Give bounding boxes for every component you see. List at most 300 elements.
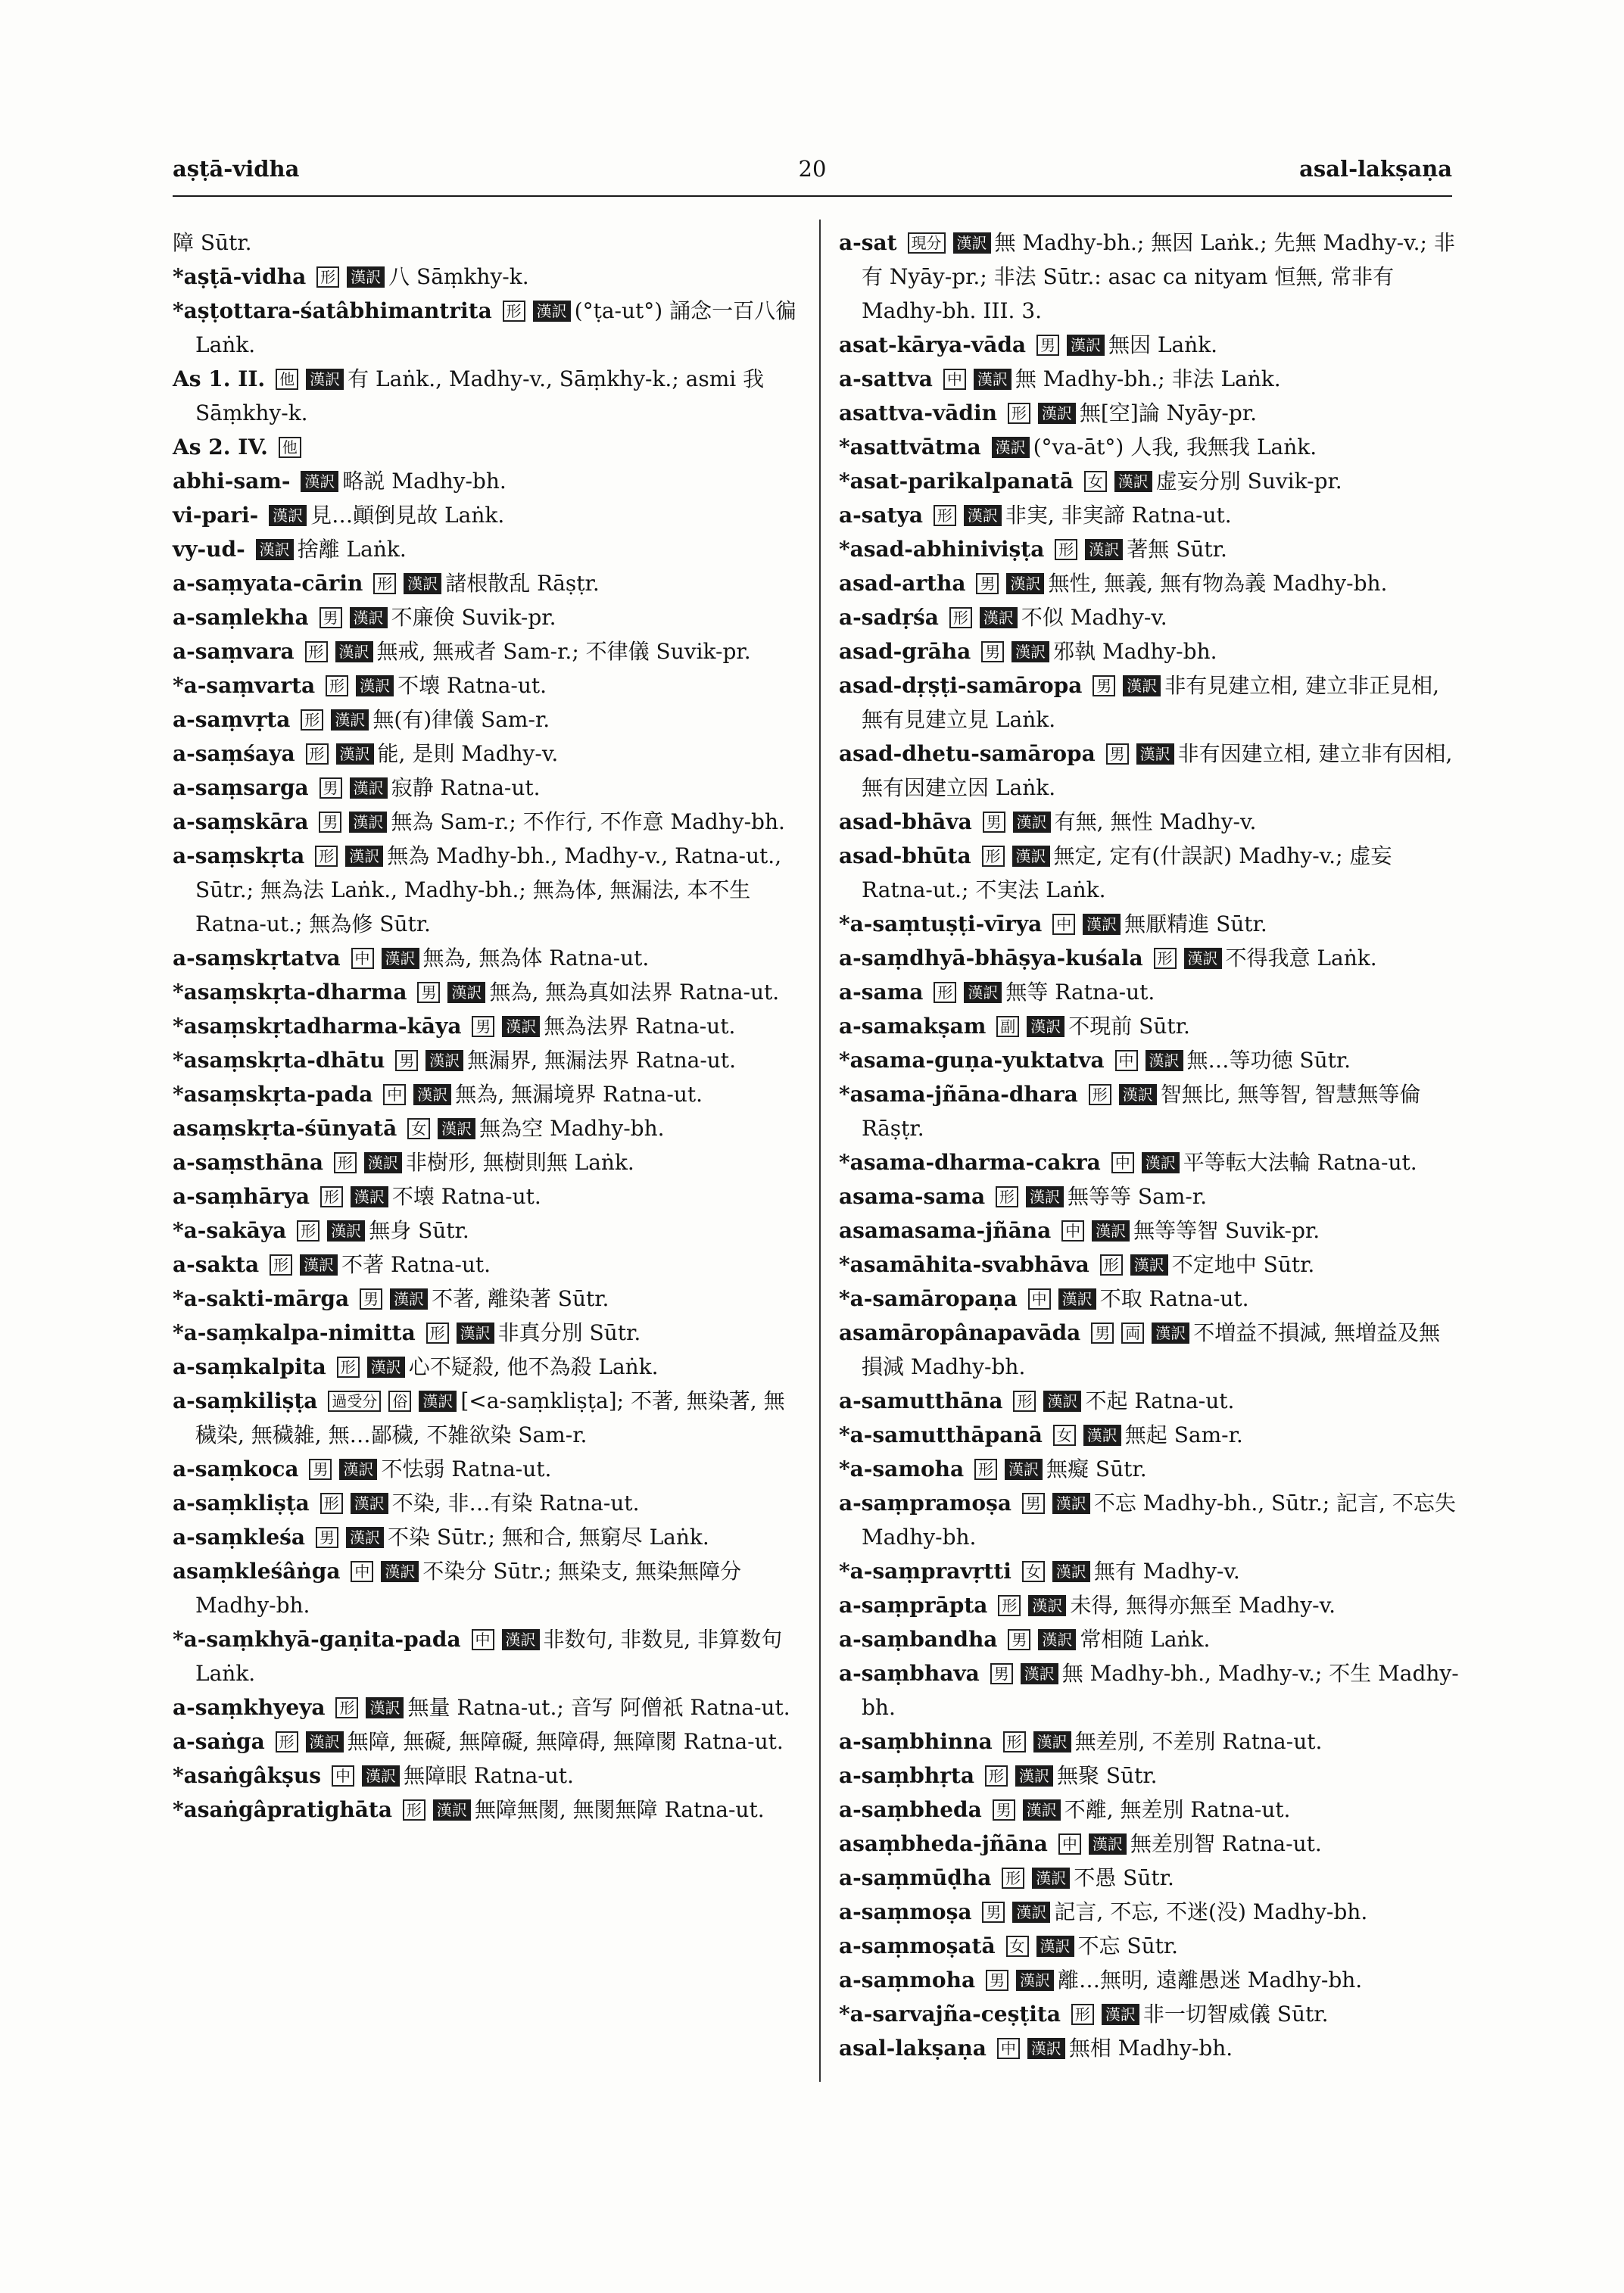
entry-definition: 非数句, 非数見, 非算数句 Laṅk. (195, 1627, 783, 1686)
entry-definition: 無為, 無為体 Ratna-ut. (422, 946, 650, 970)
chinese-translation-label: 漢訳 (346, 1527, 384, 1548)
dictionary-entry (839, 430, 1460, 464)
grammar-tag: 形 (373, 573, 396, 594)
entry-definition: 八 Sāṃkhy-k. (388, 264, 529, 289)
entry-headword: a-saṃbheda (839, 1797, 982, 1822)
grammar-tag: 女 (1053, 1425, 1076, 1446)
grammar-tag: 中 (1058, 1833, 1081, 1855)
entry-definition: 無 Madhy-bh.; 非法 Laṅk. (1015, 366, 1281, 391)
entry-definition: 非一切智威儀 Sūtr. (1142, 2002, 1329, 2027)
chinese-translation-label: 漢訳 (1021, 1663, 1058, 1684)
entry-headword: a-saṃlekha (173, 605, 309, 630)
entry-definition: 無漏界, 無漏法界 Ratna-ut. (467, 1048, 736, 1073)
dictionary-entry (173, 771, 801, 805)
grammar-tag: 形 (1002, 1868, 1024, 1889)
grammar-tag: 形 (316, 266, 339, 288)
chinese-translation-label: 漢訳 (1015, 1765, 1053, 1787)
entry-definition: 無相 Madhy-bh. (1068, 2036, 1233, 2061)
dictionary-entry (173, 532, 801, 566)
grammar-tag: 形 (1100, 1254, 1123, 1276)
dictionary-entry (173, 1316, 801, 1350)
entry-definition: 無(有)律儀 Sam-r. (372, 707, 550, 732)
dictionary-entry (173, 703, 801, 737)
entry-definition: 非樹形, 無樹則無 Laṅk. (405, 1150, 634, 1175)
entry-definition: 障 Sūtr. (173, 230, 252, 255)
column-divider (819, 220, 821, 2082)
chinese-translation-label: 漢訳 (1130, 1254, 1168, 1276)
chinese-translation-label: 漢訳 (438, 1118, 475, 1139)
grammar-tag: 男 (986, 1970, 1008, 1991)
entry-definition: 無定, 定有(什誤訳) Madhy-v.; 虚妄 Ratna-ut.; 不実法 Laṅk. (862, 843, 1392, 902)
chinese-translation-label: 漢訳 (1146, 1050, 1183, 1071)
chinese-translation-label: 漢訳 (1142, 1152, 1180, 1173)
entry-headword: a-saṃpramoṣa (839, 1491, 1011, 1516)
grammar-tag: 形 (949, 607, 972, 628)
dictionary-entry (839, 634, 1460, 668)
entry-headword: vi-pari- (173, 503, 259, 528)
entry-headword: *a-sarvajña-ceṣṭita (839, 2002, 1061, 2027)
entry-headword: a-saṃkleśa (173, 1525, 306, 1550)
chinese-translation-label: 漢訳 (413, 1084, 451, 1105)
entry-definition: 無差別, 不差別 Ratna-ut. (1074, 1729, 1323, 1754)
chinese-translation-label: 漢訳 (1052, 1561, 1090, 1582)
grammar-tag: 形 (934, 505, 956, 526)
dictionary-entry (173, 1384, 801, 1452)
dictionary-entry (839, 1213, 1460, 1248)
entry-headword: a-samakṣam (839, 1014, 987, 1039)
entry-headword: a-saṃsthāna (173, 1150, 323, 1175)
left-column (173, 226, 801, 1827)
chinese-translation-label: 漢訳 (1083, 1425, 1121, 1446)
grammar-tag: 中 (1052, 914, 1075, 935)
entry-definition: 不壊 Ratna-ut. (397, 673, 547, 698)
chinese-translation-label: 漢訳 (351, 1493, 388, 1514)
grammar-tag: 形 (305, 641, 328, 662)
entry-definition: 不怯弱 Ratna-ut. (381, 1456, 552, 1481)
dictionary-entry (173, 600, 801, 634)
dictionary-entry (173, 464, 801, 498)
entry-definition: 不染, 非…有染 Ratna-ut. (391, 1491, 640, 1516)
chinese-translation-label: 漢訳 (364, 1152, 402, 1173)
chinese-translation-label: 漢訳 (1092, 1220, 1130, 1242)
dictionary-entry (173, 737, 801, 771)
entry-headword: asat-kārya-vāda (839, 332, 1027, 357)
grammar-tag: 中 (1111, 1152, 1134, 1173)
chinese-translation-label: 漢訳 (1033, 1731, 1071, 1752)
entry-definition: 無等等智 Suvik-pr. (1133, 1218, 1320, 1243)
dictionary-entry (839, 1656, 1460, 1724)
grammar-tag: 中 (351, 948, 374, 969)
dictionary-entry (839, 1179, 1460, 1213)
entry-headword: a-saṃvara (173, 639, 295, 664)
entry-headword: *a-saṃkhyā-gaṇita-pada (173, 1627, 461, 1652)
entry-headword: a-saṃvṛta (173, 707, 291, 732)
dictionary-entry (839, 907, 1460, 941)
chinese-translation-label: 漢訳 (269, 505, 307, 526)
entry-headword: a-saṃśaya (173, 741, 295, 766)
entry-headword: *asaṅgâkṣus (173, 1763, 322, 1788)
entry-headword: a-saṃmoṣatā (839, 1933, 996, 1958)
entry-definition: 不定地中 Sūtr. (1171, 1252, 1315, 1277)
grammar-tag: 男 (360, 1288, 382, 1310)
header-left-guideword: aṣṭā-vidha (173, 156, 300, 182)
entry-definition: 不著 Ratna-ut. (341, 1252, 491, 1277)
chinese-translation-label: 漢訳 (1067, 335, 1105, 356)
entry-headword: a-sama (839, 980, 924, 1005)
header-right-guideword: asal-lakṣaṇa (1299, 156, 1452, 182)
chinese-translation-label: 漢訳 (349, 812, 387, 833)
chinese-translation-label: 漢訳 (256, 539, 294, 560)
grammar-tag: 他 (276, 369, 298, 390)
dictionary-entry (839, 839, 1460, 907)
entry-definition: 不著, 離染著 Sūtr. (432, 1286, 609, 1311)
grammar-tag: 中 (943, 369, 966, 390)
entry-definition: 無性, 無義, 無有物為義 Madhy-bh. (1048, 571, 1388, 596)
grammar-tag: 女 (1006, 1936, 1029, 1957)
grammar-tag: 男 (1093, 675, 1115, 696)
entry-definition: 不廉倹 Suvik-pr. (391, 605, 556, 630)
dictionary-entry (173, 294, 801, 362)
grammar-tag: 男 (316, 1527, 338, 1548)
entry-headword: *asaṅgâpratighāta (173, 1797, 392, 1822)
chinese-translation-label: 漢訳 (327, 1220, 365, 1242)
chinese-translation-label: 漢訳 (350, 607, 388, 628)
entry-headword: a-saṃprāpta (839, 1593, 988, 1618)
grammar-tag: 男 (472, 1016, 494, 1037)
dictionary-entry (839, 532, 1460, 566)
entry-headword: *a-saṃtuṣṭi-vīrya (839, 911, 1043, 936)
grammar-tag: 副 (996, 1016, 1019, 1037)
entry-headword: *aṣṭottara-śatâbhimantrita (173, 298, 492, 323)
grammar-tag: 男 (1036, 335, 1059, 356)
grammar-tag: 形 (320, 1493, 343, 1514)
grammar-tag: 形 (998, 1595, 1021, 1616)
grammar-tag: 形 (1013, 1391, 1036, 1412)
dictionary-entry (839, 1043, 1460, 1077)
grammar-tag: 形 (335, 1697, 358, 1718)
dictionary-entry (839, 1554, 1460, 1588)
entry-headword: asamāropânapavāda (839, 1320, 1081, 1345)
header-rule (173, 195, 1452, 197)
entry-definition: 無為, 無為真如法界 Ratna-ut. (489, 980, 780, 1005)
entry-headword: a-sattva (839, 366, 933, 391)
chinese-translation-label: 漢訳 (356, 675, 394, 696)
chinese-translation-label: 漢訳 (457, 1323, 494, 1344)
dictionary-entry (839, 1248, 1460, 1282)
grammar-tag: 男 (1106, 743, 1129, 765)
entry-headword: *asad-abhiniviṣṭa (839, 537, 1045, 562)
dictionary-entry (173, 805, 801, 839)
chinese-translation-label: 漢訳 (425, 1050, 463, 1071)
dictionary-entry (839, 1724, 1460, 1759)
dictionary-entry (839, 668, 1460, 737)
dictionary-entry (173, 1520, 801, 1554)
chinese-translation-label: 漢訳 (533, 301, 571, 322)
entry-definition: 無有 Madhy-v. (1093, 1559, 1240, 1584)
dictionary-entry (839, 1827, 1460, 1861)
entry-headword: a-saṃyata-cārin (173, 571, 363, 596)
grammar-tag: 形 (985, 1765, 1008, 1787)
entry-headword: a-saṃbandha (839, 1627, 998, 1652)
grammar-tag: 形 (934, 982, 956, 1003)
entry-definition: 無障, 無礙, 無障礙, 無障碍, 無障閡 Ratna-ut. (347, 1729, 784, 1754)
chinese-translation-label: 漢訳 (1026, 1186, 1064, 1207)
entry-headword: a-saṃmūḍha (839, 1865, 992, 1890)
entry-headword: *a-sakti-mārga (173, 1286, 350, 1311)
entry-headword: asal-lakṣaṇa (839, 2036, 987, 2061)
entry-definition: 無為法界 Ratna-ut. (544, 1014, 736, 1039)
entry-headword: a-saṃhārya (173, 1184, 310, 1209)
entry-definition: 無為 Madhy-bh., Madhy-v., Ratna-ut., Sūtr.; 無為法 Laṅk., Madhy-bh.; 無為体, 無漏法, 本不生 Ratna-ut.; 無為修 Sūtr. (195, 843, 782, 936)
grammar-tag: 形 (270, 1254, 292, 1276)
entry-definition: 捨離 Laṅk. (297, 537, 407, 562)
dictionary-entry (173, 1111, 801, 1145)
entry-definition: 記言, 不忘, 不迷(没) Madhy-bh. (1054, 1899, 1368, 1924)
grammar-tag: 形 (1055, 539, 1077, 560)
chinese-translation-label: 漢訳 (367, 1357, 405, 1378)
entry-headword: a-saṃmoṣa (839, 1899, 972, 1924)
entry-definition: 無差別智 Ratna-ut. (1130, 1831, 1322, 1856)
entry-headword: *asama-dharma-cakra (839, 1150, 1101, 1175)
entry-definition: 無障眼 Ratna-ut. (403, 1763, 574, 1788)
grammar-tag: 形 (337, 1357, 360, 1378)
dictionary-entry (839, 1282, 1460, 1316)
entry-definition: 心不疑殺, 他不為殺 Laṅk. (408, 1354, 659, 1379)
chinese-translation-label: 漢訳 (964, 982, 1002, 1003)
entry-definition: 常相随 Laṅk. (1080, 1627, 1211, 1652)
grammar-tag: 形 (1003, 1731, 1026, 1752)
dictionary-entry (173, 668, 801, 703)
entry-definition: 非有見建立相, 建立非正見相, 無有見建立見 Laṅk. (862, 673, 1439, 732)
right-column (839, 226, 1460, 2065)
grammar-tag: 過受分 (328, 1391, 381, 1412)
dictionary-entry (173, 634, 801, 668)
chinese-translation-label: 漢訳 (1006, 573, 1044, 594)
chinese-translation-label: 漢訳 (1012, 1902, 1050, 1923)
dictionary-entry (839, 941, 1460, 975)
entry-headword: a-saṃbhinna (839, 1729, 993, 1754)
dictionary-entry (173, 1248, 801, 1282)
entry-definition: 無等 Ratna-ut. (1005, 980, 1155, 1005)
grammar-tag: 形 (974, 1459, 997, 1480)
dictionary-entry (173, 1452, 801, 1486)
entry-headword: As 2. IV. (173, 435, 268, 460)
entry-definition: (°ṭa-ut°) 誦念一百八徧 Laṅk. (195, 298, 797, 357)
dictionary-entry (839, 1929, 1460, 1963)
entry-headword: *asat-parikalpanatā (839, 469, 1074, 494)
grammar-tag: 男 (976, 573, 999, 594)
dictionary-entry (839, 226, 1460, 328)
grammar-tag: 女 (1022, 1561, 1045, 1582)
chinese-translation-label: 漢訳 (1085, 539, 1123, 560)
entry-definition: 無[空]論 Nyāy-pr. (1079, 400, 1258, 425)
dictionary-entry (839, 975, 1460, 1009)
dictionary-entry (839, 1622, 1460, 1656)
grammar-tag: 男 (319, 812, 341, 833)
grammar-tag: 中 (1115, 1050, 1138, 1071)
grammar-tag: 形 (334, 1152, 357, 1173)
chinese-translation-label: 漢訳 (1032, 1868, 1070, 1889)
entry-definition: 見…顚倒見故 Laṅk. (310, 503, 505, 528)
entry-headword: a-saṃskṛtatva (173, 946, 341, 970)
dictionary-entry (839, 566, 1460, 600)
entry-definition: 不忘 Madhy-bh., Sūtr.; 記言, 不忘失 Madhy-bh. (862, 1491, 1456, 1550)
entry-headword: a-saṃskāra (173, 809, 309, 834)
chinese-translation-label: 漢訳 (366, 1697, 404, 1718)
chinese-translation-label: 漢訳 (390, 1288, 428, 1310)
dictionary-entry (839, 1895, 1460, 1929)
chinese-translation-label: 漢訳 (1038, 1629, 1076, 1650)
entry-definition: 不起 Ratna-ut. (1085, 1388, 1235, 1413)
entry-definition: 邪執 Madhy-bh. (1053, 639, 1217, 664)
entry-headword: abhi-sam- (173, 469, 291, 494)
grammar-tag: 現分 (908, 232, 946, 254)
chinese-translation-label: 漢訳 (1027, 2038, 1065, 2059)
dictionary-entry (839, 1452, 1460, 1486)
grammar-tag: 俗 (388, 1391, 411, 1412)
entry-headword: asad-bhūta (839, 843, 971, 868)
entry-definition: 非実, 非実諦 Ratna-ut. (1005, 503, 1232, 528)
chinese-translation-label: 漢訳 (1123, 675, 1161, 696)
entry-definition: 不増益不損減, 無増益及無損減 Madhy-bh. (862, 1320, 1441, 1379)
entry-headword: asad-artha (839, 571, 966, 596)
entry-definition: [<a-saṃkliṣṭa]; 不著, 無染著, 無穢染, 無穢雑, 無…鄙穢, 不雑欲染 Sam-r. (195, 1388, 785, 1447)
dictionary-entry (839, 1861, 1460, 1895)
entry-headword: *a-samutthāpanā (839, 1422, 1043, 1447)
grammar-tag: 形 (503, 301, 525, 322)
chinese-translation-label: 漢訳 (339, 1459, 377, 1480)
entry-headword: a-saṃbhava (839, 1661, 980, 1686)
grammar-tag: 形 (426, 1323, 449, 1344)
entry-headword: asad-dhetu-samāropa (839, 741, 1096, 766)
dictionary-entry (173, 1213, 801, 1248)
grammar-tag: 男 (982, 1902, 1005, 1923)
entry-definition: 無等等 Sam-r. (1068, 1184, 1208, 1209)
chinese-translation-label: 漢訳 (336, 743, 374, 765)
entry-headword: a-saṃkalpita (173, 1354, 326, 1379)
chinese-translation-label: 漢訳 (1036, 1936, 1074, 1957)
chinese-translation-label: 漢訳 (1152, 1323, 1189, 1344)
entry-definition: 無 Madhy-bh., Madhy-v.; 不生 Madhy-bh. (862, 1661, 1459, 1720)
dictionary-entry (173, 362, 801, 430)
chinese-translation-label: 漢訳 (1052, 1493, 1090, 1514)
dictionary-entry (173, 498, 801, 532)
dictionary-entry (173, 430, 801, 464)
entry-definition: 不現前 Sūtr. (1068, 1014, 1190, 1039)
chinese-translation-label: 漢訳 (306, 1731, 344, 1752)
dictionary-entry (173, 1350, 801, 1384)
entry-headword: *asama-jñāna-dhara (839, 1082, 1078, 1107)
entry-headword: a-saṅga (173, 1729, 265, 1754)
entry-definition: 無為 Sam-r.; 不作行, 不作意 Madhy-bh. (391, 809, 785, 834)
entry-definition: 無…等功徳 Sūtr. (1186, 1048, 1351, 1073)
entry-definition: 無戒, 無戒者 Sam-r.; 不律儀 Suvik-pr. (376, 639, 751, 664)
entry-definition: 不取 Ratna-ut. (1099, 1286, 1249, 1311)
chinese-translation-label: 漢訳 (362, 1765, 400, 1787)
entry-definition: 有無, 無性 Madhy-v. (1054, 809, 1257, 834)
grammar-tag: 形 (1089, 1084, 1111, 1105)
grammar-tag: 中 (997, 2038, 1020, 2059)
dictionary-entry (839, 1009, 1460, 1043)
chinese-translation-label: 漢訳 (1013, 812, 1051, 833)
entry-definition: 非有因建立相, 建立非有因相, 無有因建立因 Laṅk. (862, 741, 1453, 800)
chinese-translation-label: 漢訳 (1102, 2004, 1139, 2025)
grammar-tag: 形 (982, 846, 1005, 867)
chinese-translation-label: 漢訳 (964, 505, 1002, 526)
entry-headword: *a-sakāya (173, 1218, 287, 1243)
entry-definition: 寂静 Ratna-ut. (391, 775, 541, 800)
grammar-tag: 形 (1071, 2004, 1094, 2025)
grammar-tag: 男 (1022, 1493, 1045, 1514)
entry-definition: 無障無閡, 無閡無障 Ratna-ut. (474, 1797, 765, 1822)
grammar-tag: 男 (309, 1459, 332, 1480)
dictionary-entry (839, 1316, 1460, 1384)
chinese-translation-label: 漢訳 (301, 471, 338, 492)
entry-definition: 諸根散乱 Rāṣṭr. (445, 571, 600, 596)
grammar-tag: 男 (1008, 1629, 1030, 1650)
dictionary-entry (839, 362, 1460, 396)
grammar-tag: 男 (417, 982, 440, 1003)
entry-headword: a-saṃkliṣṭa (173, 1491, 310, 1516)
grammar-tag: 男 (395, 1050, 418, 1071)
page-number: 20 (798, 156, 827, 182)
dictionary-entry (173, 1009, 801, 1043)
dictionary-entry (173, 1043, 801, 1077)
chinese-translation-label: 漢訳 (1012, 846, 1050, 867)
entry-headword: a-sakta (173, 1252, 260, 1277)
entry-headword: *asaṃskṛta-dhātu (173, 1048, 385, 1073)
dictionary-entry (839, 1793, 1460, 1827)
entry-definition: 無聚 Sūtr. (1056, 1763, 1158, 1788)
dictionary-entry (839, 1418, 1460, 1452)
dictionary-entry (173, 1724, 801, 1759)
chinese-translation-label: 漢訳 (1119, 1084, 1157, 1105)
grammar-tag: 男 (983, 812, 1005, 833)
grammar-tag: 男 (981, 641, 1004, 662)
entry-headword: a-satya (839, 503, 924, 528)
grammar-tag: 男 (990, 1663, 1013, 1684)
entry-definition: 不得我意 Laṅk. (1225, 946, 1377, 970)
entry-definition: 無因 Laṅk. (1108, 332, 1218, 357)
running-head (173, 156, 1452, 189)
chinese-translation-label: 漢訳 (347, 266, 385, 288)
entry-definition: 不忘 Sūtr. (1077, 1933, 1179, 1958)
grammar-tag: 形 (996, 1186, 1018, 1207)
entry-headword: asaṃbheda-jñāna (839, 1831, 1048, 1856)
entry-headword: a-saṃdhyā-bhāṣya-kuśala (839, 946, 1143, 970)
entry-definition: 非真分別 Sūtr. (497, 1320, 641, 1345)
dictionary-entry (173, 226, 801, 260)
entry-definition: 智無比, 無等智, 智慧無等倫 Rāṣṭr. (862, 1082, 1421, 1141)
dictionary-entry (173, 839, 801, 941)
dictionary-entry (839, 328, 1460, 362)
dictionary-entry (173, 975, 801, 1009)
chinese-translation-label: 漢訳 (502, 1629, 540, 1650)
entry-headword: a-saṃskṛta (173, 843, 305, 868)
chinese-translation-label: 漢訳 (1136, 743, 1174, 765)
dictionary-entry (839, 1077, 1460, 1145)
entry-definition: 著無 Sūtr. (1127, 537, 1227, 562)
chinese-translation-label: 漢訳 (351, 1186, 388, 1207)
entry-headword: *a-samoha (839, 1456, 965, 1481)
chinese-translation-label: 漢訳 (1027, 1016, 1064, 1037)
grammar-tag: 形 (1154, 948, 1177, 969)
entry-definition: 能, 是則 Madhy-v. (377, 741, 559, 766)
grammar-tag: 中 (332, 1765, 354, 1787)
chinese-translation-label: 漢訳 (1011, 641, 1049, 662)
entry-headword: asaṃkleśâṅga (173, 1559, 341, 1584)
entry-definition: 未得, 無得亦無至 Madhy-v. (1070, 1593, 1336, 1618)
